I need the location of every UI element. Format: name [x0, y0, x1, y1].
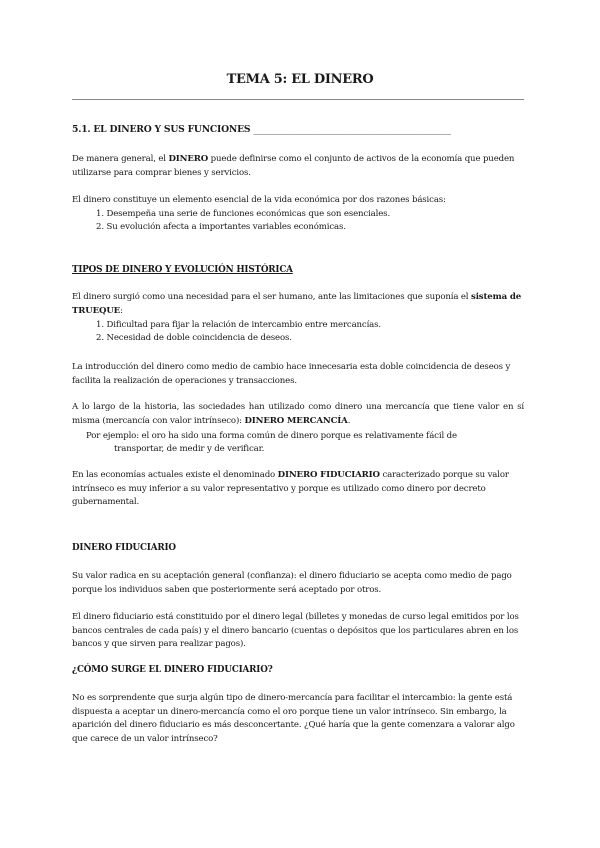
term-dinero-mercancia: DINERO MERCANCÍA	[244, 415, 348, 426]
heading-surge: ¿CÓMO SURGE EL DINERO FIDUCIARIO?	[72, 665, 273, 675]
text: caracterizado porque su valor intrínseco es muy inferior a su valor representativo y porque es utilizado como dinero por decreto gubernamental.	[72, 470, 509, 507]
text: En las economías actuales existe el denominado	[72, 470, 278, 480]
paragraph-surge: No es sorprendente que surja algún tipo de dinero-mercancía para facilitar el intercambio: la gente está dispuesta a aceptar un dinero-mercancía como el oro porque tiene un valor intrínseco. Sin embargo, la aparición del dinero fiduciario es más desconcertante. ¿Qué haría que la gente comenzara a valorar algo que carece de un valor intrínseco?	[72, 693, 515, 744]
text: transportar, de medir y de verificar.	[114, 444, 265, 454]
list-limitaciones	[96, 319, 381, 345]
paragraph-valor: Su valor radica en su aceptación general (confianza): el dinero fiduciario se acepta como medio de pago porque los individuos saben que posteriormente será aceptado por otros.	[72, 571, 512, 595]
text: A lo largo de la historia, las sociedades han utilizado como dinero una mercancía que tiene valor en sí misma (mercancía con valor intrínseco):	[72, 402, 524, 426]
paragraph-constitucion: El dinero fiduciario está constituido por el dinero legal (billetes y monedas de curso legal emitidos por los bancos centrales de cada país) y el dinero bancario (cuentas o depósitos que los particulares abren en los bancos y que sirven para realizar pagos).	[72, 612, 519, 649]
paragraph-trueque	[72, 291, 524, 318]
page-title: TEMA 5: EL DINERO	[226, 72, 374, 87]
section-heading-text: 5.1. EL DINERO Y SUS FUNCIONES	[72, 124, 251, 135]
title-divider	[72, 99, 524, 100]
heading-fiduciario: DINERO FIDUCIARIO	[72, 543, 176, 553]
paragraph-introduccion: La introducción del dinero como medio de cambio hace innecesaria esta doble coincidencia de deseos y facilita la realización de operaciones y transacciones.	[72, 362, 511, 386]
text: Por ejemplo: el oro ha sido una forma común de dinero porque es relativamente fácil de	[86, 431, 457, 441]
text: puede definirse como el conjunto de activos de la economía que pueden utilizarse para comprar bienes y servicios.	[72, 154, 515, 178]
paragraph-razones: El dinero constituye un elemento esencial de la vida económica por dos razones básicas:	[72, 195, 446, 205]
paragraph-mercancia	[72, 401, 524, 428]
list-item: 2. Necesidad de doble coincidencia de deseos.	[96, 333, 292, 343]
term-dinero: DINERO	[168, 154, 209, 164]
term-dinero-fiduciario: DINERO FIDUCIARIO	[277, 470, 380, 480]
section-heading-line: ___________________________________________	[253, 124, 451, 135]
text: .	[347, 415, 351, 426]
paragraph-definition	[72, 153, 524, 180]
paragraph-fiduciario-intro	[72, 469, 524, 510]
text: El dinero surgió como una necesidad para el ser humano, ante las limitaciones que suponía el	[72, 292, 471, 302]
text: :	[120, 305, 123, 316]
list-razones	[96, 208, 390, 234]
term-trueque: sistema de TRUEQUE	[72, 292, 522, 316]
list-item: 1. Dificultad para fijar la relación de intercambio entre mercancías.	[96, 320, 382, 330]
text: De manera general, el	[72, 154, 169, 164]
paragraph-ejemplo	[86, 430, 506, 456]
section-heading	[72, 124, 524, 135]
list-item: 1. Desempeña una serie de funciones económicas que son esenciales.	[96, 209, 391, 219]
list-item: 2. Su evolución afecta a importantes variables económicas.	[96, 222, 346, 232]
heading-tipos: TIPOS DE DINERO Y EVOLUCIÓN HISTÓRICA	[72, 265, 293, 275]
